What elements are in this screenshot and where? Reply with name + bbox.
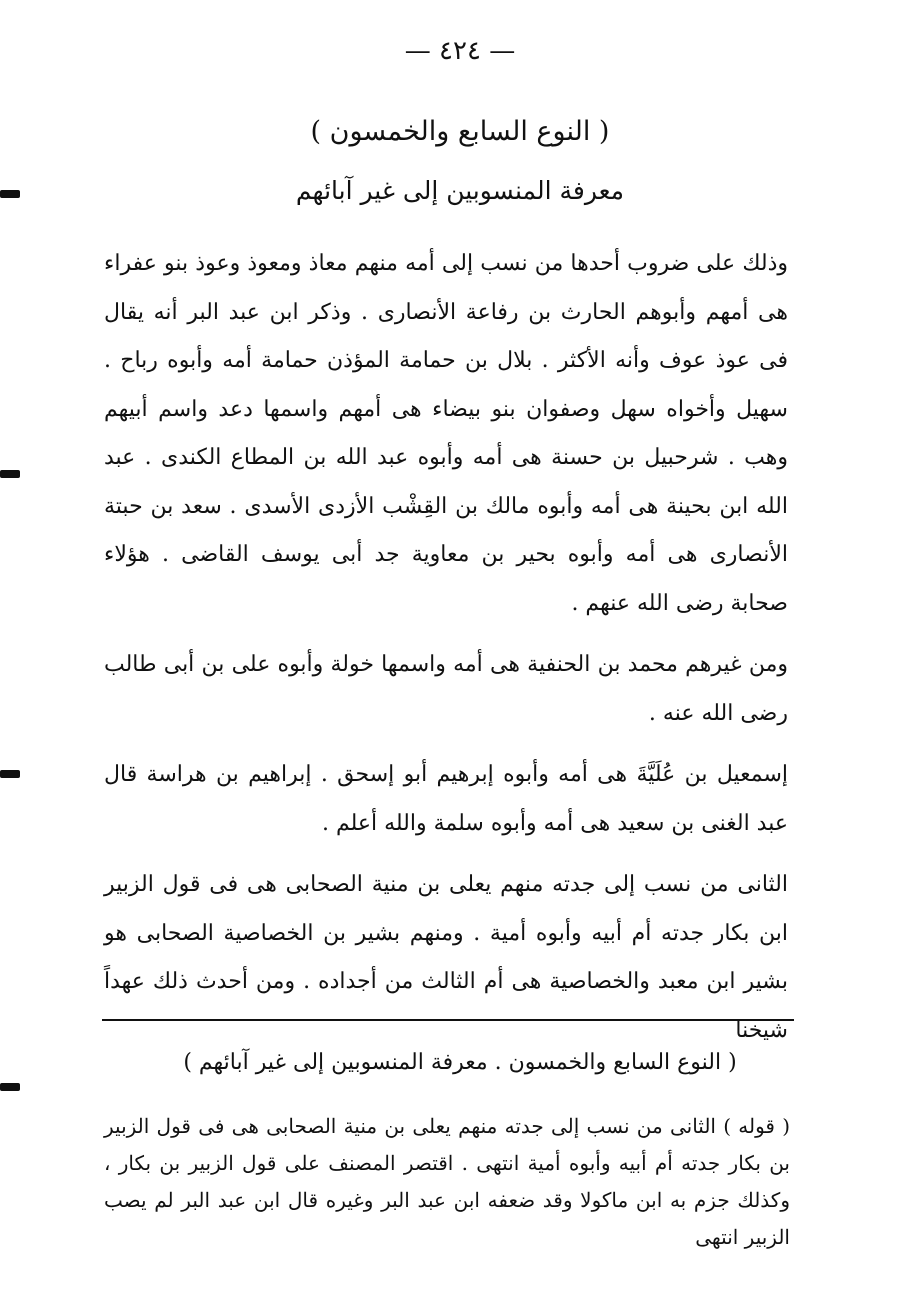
page-number: — ٤٢٤ — [404,36,516,66]
margin-mark [0,190,20,198]
section-heading: ( النوع السابع والخمسون ) [310,116,610,147]
paragraph: الثانى من نسب إلى جدته منهم يعلى بن منية الصحابى هى فى قول الزبير ابن بكار جدته أم أبيه وأبوه أمية . ومنهم بشير بن الخصاصية الصحابى هو بشير ابن معبد والخصاصية هى أم الثالث من أجداده . ومن أحدث ذلك عهداً شيخنا [104,872,789,1043]
footnote-text: ( قوله ) الثانى من نسب إلى جدته منهم يعلى بن منية الصحابى هى فى قول الزبير بن بكار جدته أم أبيه وأبوه أمية انتهى . اقتصر المصنف على قول الزبير بن بكار ، وكذلك جزم به ابن ماكولا وقد ضعفه ابن عبد البر وغيره قال ابن عبد البر لم يصب الزبير انتهى [104,1114,790,1249]
paragraph: إسمعيل بن عُلَيَّةَ هى أمه وأبوه إبرهيم أبو إسحق . إبراهيم بن هراسة قال عبد الغنى بن سعيد هى أمه وأبوه سلمة والله أعلم . [104,762,788,836]
margin-mark [0,1083,20,1091]
footnote-block [104,1108,790,1256]
footnote-heading: ( النوع السابع والخمسون . معرفة المنسوبين إلى غير آبائهم ) [183,1050,737,1075]
section-subheading: معرفة المنسوبين إلى غير آبائهم [295,176,625,205]
paragraph: ومن غيرهم محمد بن الحنفية هى أمه واسمها خولة وأبوه على بن أبى طالب رضى الله عنه . [104,652,788,726]
main-text [104,240,788,1068]
margin-mark [0,470,20,478]
footnote-divider [102,1019,794,1021]
margin-mark [0,770,20,778]
paragraph: وذلك على ضروب أحدها من نسب إلى أمه منهم معاذ ومعوذ وعوذ بنو عفراء هى أمهم وأبوهم الحارث بن رفاعة الأنصارى . وذكر ابن عبد البر أنه يقال فى عوذ عوف وأنه الأكثر . بلال بن حمامة المؤذن حمامة أمه وأبوه رباح . سهيل وأخواه سهل وصفوان بنو بيضاء هى أمهم واسمها دعد واسم أبيهم وهب . شرحبيل بن حسنة هى أمه وأبوه عبد الله بن المطاع الكندى . عبد الله ابن بحينة هى أمه وأبوه مالك بن القِشْب الأزدى الأسدى . سعد بن حبتة الأنصارى هى أمه وأبوه بحير بن معاوية جد أبى يوسف القاضى . هؤلاء صحابة رضى الله عنهم . [104,251,788,616]
